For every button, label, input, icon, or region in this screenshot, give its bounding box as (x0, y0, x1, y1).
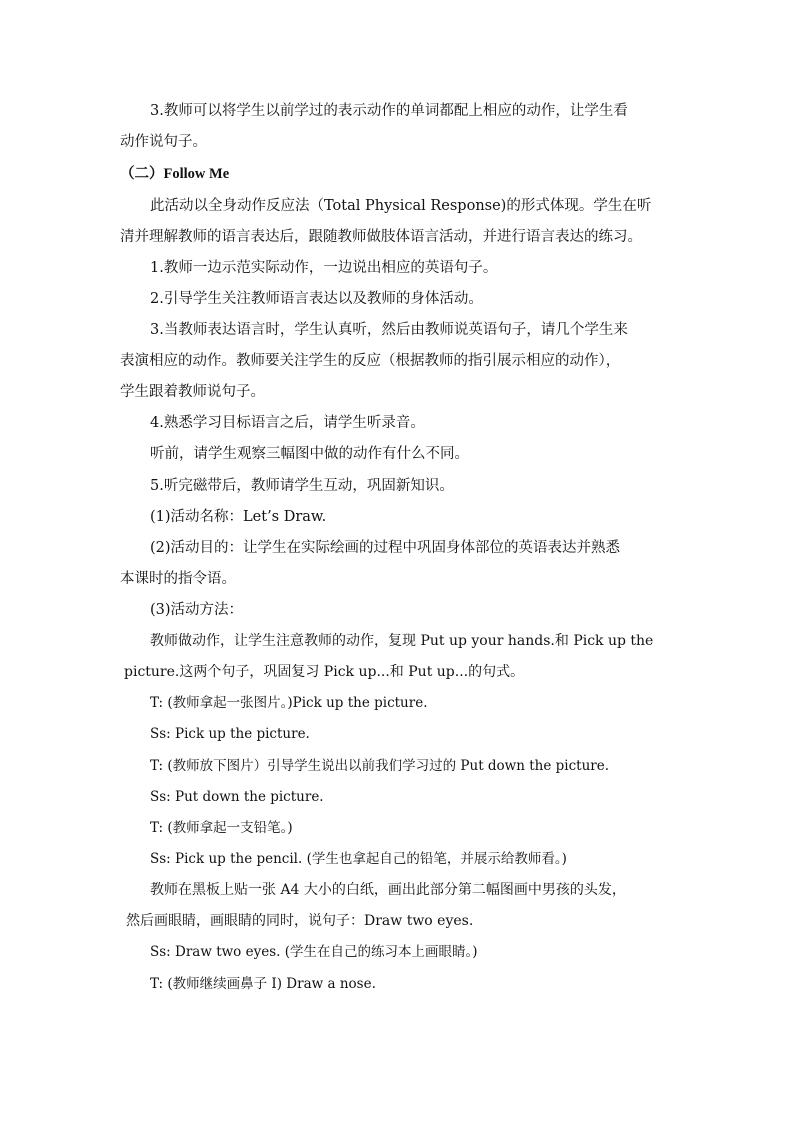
paragraph-line: 教师做动作，让学生注意教师的动作，复现 Put up your hands.和 Pick up the (150, 633, 654, 649)
paragraph-line: (1)活动名称：Let’s Draw. (150, 509, 327, 525)
paragraph-line: 听前，请学生观察三幅图中做的动作有什么不同。 (150, 446, 469, 462)
dialogue-line: Ss: Draw two eyes. (学生在自己的练习本上画眼睛。) (150, 944, 478, 960)
paragraph-line: 2.引导学生关注教师语言表达以及教师的身体活动。 (150, 291, 483, 307)
dialogue-line: Ss: Pick up the pencil. (学生也拿起自己的铅笔，并展示给教师看。) (150, 851, 567, 867)
paragraph-line: 3.当教师表达语言时，学生认真听，然后由教师说英语句子，请几个学生来 (150, 322, 628, 338)
dialogue-line: T: (教师拿起一张图片。)Pick up the picture. (150, 695, 428, 711)
dialogue-line: Ss: Put down the picture. (150, 789, 324, 805)
paragraph-line: 此活动以全身动作反应法（Total Physical Response)的形式体现。学生在听 (150, 198, 652, 214)
paragraph-line: 5.听完磁带后，教师请学生互动，巩固新知识。 (150, 478, 454, 494)
paragraph-line: 学生跟着教师说句子。 (120, 384, 265, 400)
paragraph-line: 教师在黑板上贴一张 A4 大小的白纸，画出此部分第二幅图画中男孩的头发， (150, 882, 626, 898)
paragraph-line: 表演相应的动作。教师要关注学生的反应（根据教师的指引展示相应的动作）， (120, 353, 621, 369)
paragraph-line: 3.教师可以将学生以前学过的表示动作的单词都配上相应的动作，让学生看 (150, 103, 628, 119)
paragraph-line: picture.这两个句子，巩固复习 Pick up...和 Put up...的句式。 (124, 664, 525, 680)
paragraph-line: 动作说句子。 (120, 134, 207, 150)
paragraph-line: (3)活动方法： (150, 602, 244, 618)
paragraph-line: 1.教师一边示范实际动作，一边说出相应的英语句子。 (150, 260, 498, 276)
dialogue-line: Ss: Pick up the picture. (150, 726, 310, 742)
dialogue-line: T: (教师放下图片）引导学生说出以前我们学习过的 Put down the picture. (150, 758, 609, 774)
dialogue-line: T: (教师拿起一支铅笔。) (150, 820, 293, 836)
paragraph-line: (2)活动目的：让学生在实际绘画的过程中巩固身体部位的英语表达并熟悉 (150, 540, 621, 556)
paragraph-line: 本课时的指令语。 (120, 571, 236, 587)
dialogue-line: T: (教师继续画鼻子 I) Draw a nose. (150, 976, 376, 992)
section-heading: （二）Follow Me (120, 166, 230, 182)
paragraph-line: 4.熟悉学习目标语言之后，请学生听录音。 (150, 415, 425, 431)
paragraph-line: 清并理解教师的语言表达后，跟随教师做肢体语言活动，并进行语言表达的练习。 (120, 229, 642, 245)
paragraph-line: 然后画眼睛，画眼睛的同时，说句子：Draw two eyes. (126, 913, 474, 929)
